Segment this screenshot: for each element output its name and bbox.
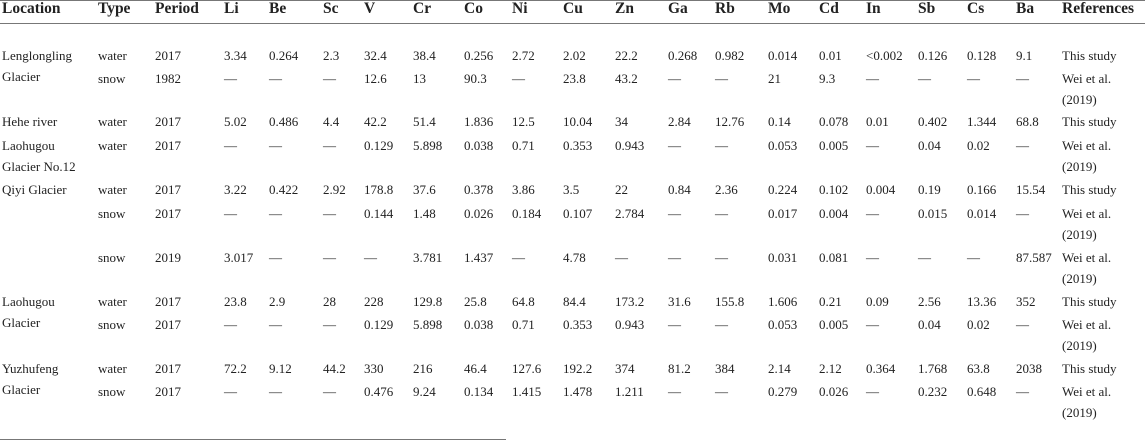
cell-mo: 0.017 xyxy=(768,206,798,221)
cell-reference: Wei et al. (2019) xyxy=(1062,384,1112,420)
cell-period: 2017 xyxy=(155,361,181,376)
cell-cu: 4.78 xyxy=(563,250,586,265)
column-header-sc: Sc xyxy=(323,0,339,17)
cell-cd: 0.078 xyxy=(819,114,849,129)
cell-location: Qiyi Glacier xyxy=(2,182,67,197)
cell-zn: 374 xyxy=(615,361,635,376)
cell-sb: — xyxy=(918,250,931,265)
cell-reference: Wei et al. (2019) xyxy=(1062,138,1112,174)
cell-zn: 43.2 xyxy=(615,71,638,86)
cell-v: — xyxy=(364,250,377,265)
cell-cu: 1.478 xyxy=(563,384,593,399)
cell-be: — xyxy=(269,138,282,153)
cell-ni: 3.86 xyxy=(512,182,535,197)
cell-rb: 12.76 xyxy=(715,114,745,129)
cell-li: 3.22 xyxy=(224,182,247,197)
cell-co: 0.256 xyxy=(464,48,494,63)
cell-ni: 1.415 xyxy=(512,384,542,399)
cell-zn: 34 xyxy=(615,114,628,129)
cell-ni: 0.184 xyxy=(512,206,542,221)
table-header-rule xyxy=(0,23,1145,24)
cell-cr: 37.6 xyxy=(413,182,436,197)
cell-cr: 51.4 xyxy=(413,114,436,129)
cell-location: Hehe river xyxy=(2,114,58,129)
cell-cr: 3.781 xyxy=(413,250,443,265)
cell-mo: 0.031 xyxy=(768,250,798,265)
cell-mo: 0.14 xyxy=(768,114,791,129)
cell-rb: — xyxy=(715,71,728,86)
cell-location: Laohugou Glacier No.12 xyxy=(2,138,76,174)
cell-cu: 3.5 xyxy=(563,182,580,197)
cell-sb: 0.402 xyxy=(918,114,948,129)
cell-li: 5.02 xyxy=(224,114,247,129)
cell-sc: — xyxy=(323,138,336,153)
column-header-type: Type xyxy=(98,0,131,17)
cell-be: 0.422 xyxy=(269,182,299,197)
cell-mo: 2.14 xyxy=(768,361,791,376)
cell-location: Laohugou Glacier xyxy=(2,294,55,330)
cell-reference: This study xyxy=(1062,182,1117,197)
cell-ga: 0.268 xyxy=(668,48,698,63)
cell-cd: 0.005 xyxy=(819,138,849,153)
cell-location: Lenglongling Glacier xyxy=(2,48,73,84)
cell-ba: 352 xyxy=(1016,294,1036,309)
cell-v: 228 xyxy=(364,294,384,309)
cell-rb: 0.982 xyxy=(715,48,745,63)
cell-v: 42.2 xyxy=(364,114,387,129)
cell-period: 2017 xyxy=(155,384,181,399)
cell-ba: — xyxy=(1016,71,1029,86)
cell-rb: 155.8 xyxy=(715,294,745,309)
cell-be: — xyxy=(269,71,282,86)
cell-sc: — xyxy=(323,206,336,221)
cell-rb: — xyxy=(715,384,728,399)
cell-ni: 64.8 xyxy=(512,294,535,309)
column-header-ba: Ba xyxy=(1016,0,1035,17)
cell-period: 2017 xyxy=(155,317,181,332)
cell-li: — xyxy=(224,384,237,399)
cell-sc: 4.4 xyxy=(323,114,340,129)
cell-in: — xyxy=(866,138,879,153)
cell-ba: 9.1 xyxy=(1016,48,1033,63)
cell-ba: — xyxy=(1016,384,1029,399)
cell-cs: 0.128 xyxy=(967,48,997,63)
column-header-location: Location xyxy=(2,0,61,17)
cell-ga: 0.84 xyxy=(668,182,691,197)
cell-reference: Wei et al. (2019) xyxy=(1062,71,1112,107)
cell-cr: 1.48 xyxy=(413,206,436,221)
cell-ni: 0.71 xyxy=(512,138,535,153)
cell-ba: — xyxy=(1016,317,1029,332)
column-header-be: Be xyxy=(269,0,287,17)
cell-be: 0.486 xyxy=(269,114,299,129)
cell-cu: 0.353 xyxy=(563,317,593,332)
cell-co: 0.038 xyxy=(464,317,494,332)
cell-period: 2017 xyxy=(155,206,181,221)
column-header-li: Li xyxy=(224,0,239,17)
cell-cd: 2.12 xyxy=(819,361,842,376)
cell-sb: 0.04 xyxy=(918,138,941,153)
cell-zn: 22 xyxy=(615,182,628,197)
cell-cs: 0.02 xyxy=(967,317,990,332)
cell-cs: — xyxy=(967,250,980,265)
cell-ni: 12.5 xyxy=(512,114,535,129)
cell-ba: 87.587 xyxy=(1016,250,1052,265)
cell-cu: 2.02 xyxy=(563,48,586,63)
cell-v: 0.144 xyxy=(364,206,394,221)
cell-co: 90.3 xyxy=(464,71,487,86)
cell-mo: 0.279 xyxy=(768,384,798,399)
cell-ni: 2.72 xyxy=(512,48,535,63)
cell-ga: — xyxy=(668,71,681,86)
cell-cu: 84.4 xyxy=(563,294,586,309)
cell-mo: 0.014 xyxy=(768,48,798,63)
cell-type: water xyxy=(98,361,127,376)
cell-period: 2017 xyxy=(155,114,181,129)
cell-period: 1982 xyxy=(155,71,181,86)
cell-cs: 0.166 xyxy=(967,182,997,197)
cell-be: 2.9 xyxy=(269,294,286,309)
column-header-in: In xyxy=(866,0,881,17)
cell-ga: 31.6 xyxy=(668,294,691,309)
cell-type: water xyxy=(98,48,127,63)
cell-ni: 127.6 xyxy=(512,361,542,376)
cell-type: snow xyxy=(98,384,126,399)
cell-in: 0.004 xyxy=(866,182,896,197)
cell-in: — xyxy=(866,206,879,221)
cell-co: 1.836 xyxy=(464,114,494,129)
cell-reference: This study xyxy=(1062,294,1117,309)
cell-type: snow xyxy=(98,71,126,86)
cell-type: water xyxy=(98,182,127,197)
cell-rb: 384 xyxy=(715,361,735,376)
cell-cd: 0.026 xyxy=(819,384,849,399)
cell-cs: 0.648 xyxy=(967,384,997,399)
cell-in: 0.09 xyxy=(866,294,889,309)
cell-in: — xyxy=(866,250,879,265)
cell-co: 46.4 xyxy=(464,361,487,376)
cell-sc: 44.2 xyxy=(323,361,346,376)
cell-co: 0.378 xyxy=(464,182,494,197)
cell-reference: Wei et al. (2019) xyxy=(1062,250,1112,286)
cell-zn: 2.784 xyxy=(615,206,645,221)
column-header-co: Co xyxy=(464,0,483,17)
cell-rb: 2.36 xyxy=(715,182,738,197)
column-header-ni: Ni xyxy=(512,0,528,17)
cell-period: 2017 xyxy=(155,182,181,197)
cell-ga: — xyxy=(668,317,681,332)
cell-ga: 2.84 xyxy=(668,114,691,129)
cell-mo: 21 xyxy=(768,71,781,86)
cell-type: water xyxy=(98,114,127,129)
column-header-sb: Sb xyxy=(918,0,936,17)
cell-ga: — xyxy=(668,384,681,399)
cell-ba: 15.54 xyxy=(1016,182,1046,197)
cell-cs: 13.36 xyxy=(967,294,997,309)
cell-v: 12.6 xyxy=(364,71,387,86)
cell-mo: 0.053 xyxy=(768,317,798,332)
cell-be: — xyxy=(269,206,282,221)
cell-be: — xyxy=(269,250,282,265)
cell-location: Yuzhufeng Glacier xyxy=(2,361,59,397)
cell-period: 2017 xyxy=(155,138,181,153)
cell-co: 25.8 xyxy=(464,294,487,309)
cell-li: — xyxy=(224,317,237,332)
cell-ni: — xyxy=(512,250,525,265)
cell-cd: 0.081 xyxy=(819,250,849,265)
cell-mo: 0.053 xyxy=(768,138,798,153)
cell-cd: 9.3 xyxy=(819,71,836,86)
column-header-zn: Zn xyxy=(615,0,634,17)
column-header-cu: Cu xyxy=(563,0,583,17)
cell-cu: 192.2 xyxy=(563,361,593,376)
cell-co: 1.437 xyxy=(464,250,494,265)
cell-type: snow xyxy=(98,317,126,332)
cell-cr: 38.4 xyxy=(413,48,436,63)
column-header-cd: Cd xyxy=(819,0,839,17)
cell-in: — xyxy=(866,71,879,86)
cell-li: — xyxy=(224,138,237,153)
cell-cr: 216 xyxy=(413,361,433,376)
cell-cu: 23.8 xyxy=(563,71,586,86)
cell-cs: — xyxy=(967,71,980,86)
cell-co: 0.134 xyxy=(464,384,494,399)
cell-li: 23.8 xyxy=(224,294,247,309)
cell-type: snow xyxy=(98,206,126,221)
cell-zn: — xyxy=(615,250,628,265)
cell-cu: 0.107 xyxy=(563,206,593,221)
cell-cs: 0.02 xyxy=(967,138,990,153)
cell-rb: — xyxy=(715,317,728,332)
column-header-period: Period xyxy=(155,0,199,17)
column-header-cs: Cs xyxy=(967,0,985,17)
cell-sc: — xyxy=(323,384,336,399)
cell-reference: Wei et al. (2019) xyxy=(1062,317,1112,353)
cell-reference: This study xyxy=(1062,114,1117,129)
cell-v: 0.476 xyxy=(364,384,394,399)
cell-in: 0.01 xyxy=(866,114,889,129)
cell-cd: 0.004 xyxy=(819,206,849,221)
cell-mo: 1.606 xyxy=(768,294,798,309)
cell-sb: 1.768 xyxy=(918,361,948,376)
table-bottom-rule xyxy=(0,439,506,440)
cell-zn: 1.211 xyxy=(615,384,644,399)
cell-zn: 173.2 xyxy=(615,294,645,309)
cell-period: 2019 xyxy=(155,250,181,265)
cell-be: — xyxy=(269,384,282,399)
cell-ga: — xyxy=(668,206,681,221)
cell-sb: 0.04 xyxy=(918,317,941,332)
cell-in: — xyxy=(866,384,879,399)
cell-ba: 2038 xyxy=(1016,361,1042,376)
cell-period: 2017 xyxy=(155,294,181,309)
cell-period: 2017 xyxy=(155,48,181,63)
column-header-v: V xyxy=(364,0,376,17)
cell-zn: 0.943 xyxy=(615,138,645,153)
cell-v: 0.129 xyxy=(364,317,394,332)
column-header-mo: Mo xyxy=(768,0,791,17)
cell-v: 32.4 xyxy=(364,48,387,63)
cell-cr: 5.898 xyxy=(413,317,443,332)
cell-ni: — xyxy=(512,71,525,86)
cell-li: 3.017 xyxy=(224,250,254,265)
cell-v: 330 xyxy=(364,361,384,376)
cell-sc: — xyxy=(323,71,336,86)
cell-reference: This study xyxy=(1062,361,1117,376)
column-header-ga: Ga xyxy=(668,0,688,17)
cell-cd: 0.005 xyxy=(819,317,849,332)
cell-be: 9.12 xyxy=(269,361,292,376)
cell-sb: 0.126 xyxy=(918,48,948,63)
cell-type: water xyxy=(98,138,127,153)
cell-cd: 0.01 xyxy=(819,48,842,63)
cell-co: 0.038 xyxy=(464,138,494,153)
cell-cd: 0.102 xyxy=(819,182,849,197)
cell-type: water xyxy=(98,294,127,309)
cell-sc: 28 xyxy=(323,294,336,309)
cell-sc: 2.92 xyxy=(323,182,346,197)
cell-li: — xyxy=(224,206,237,221)
cell-cs: 0.014 xyxy=(967,206,997,221)
cell-cr: 129.8 xyxy=(413,294,443,309)
cell-cs: 63.8 xyxy=(967,361,990,376)
cell-sb: 2.56 xyxy=(918,294,941,309)
cell-sc: — xyxy=(323,317,336,332)
cell-sb: 0.19 xyxy=(918,182,941,197)
column-header-cr: Cr xyxy=(413,0,432,17)
cell-v: 178.8 xyxy=(364,182,394,197)
cell-cr: 5.898 xyxy=(413,138,443,153)
cell-ga: — xyxy=(668,138,681,153)
cell-ba: — xyxy=(1016,138,1029,153)
cell-sc: — xyxy=(323,250,336,265)
cell-sc: 2.3 xyxy=(323,48,340,63)
cell-reference: Wei et al. (2019) xyxy=(1062,206,1112,242)
cell-li: 3.34 xyxy=(224,48,247,63)
cell-cu: 10.04 xyxy=(563,114,593,129)
cell-cu: 0.353 xyxy=(563,138,593,153)
cell-sb: — xyxy=(918,71,931,86)
cell-ga: 81.2 xyxy=(668,361,691,376)
column-header-rb: Rb xyxy=(715,0,735,17)
cell-zn: 0.943 xyxy=(615,317,645,332)
cell-rb: — xyxy=(715,138,728,153)
cell-v: 0.129 xyxy=(364,138,394,153)
cell-li: — xyxy=(224,71,237,86)
cell-zn: 22.2 xyxy=(615,48,638,63)
cell-ga: — xyxy=(668,250,681,265)
cell-in: <0.002 xyxy=(866,48,903,63)
cell-rb: — xyxy=(715,250,728,265)
cell-sb: 0.232 xyxy=(918,384,948,399)
cell-be: — xyxy=(269,317,282,332)
cell-rb: — xyxy=(715,206,728,221)
cell-cr: 9.24 xyxy=(413,384,436,399)
cell-cd: 0.21 xyxy=(819,294,842,309)
cell-cr: 13 xyxy=(413,71,426,86)
cell-sb: 0.015 xyxy=(918,206,948,221)
cell-li: 72.2 xyxy=(224,361,247,376)
cell-reference: This study xyxy=(1062,48,1117,63)
cell-in: 0.364 xyxy=(866,361,896,376)
cell-ni: 0.71 xyxy=(512,317,535,332)
cell-in: — xyxy=(866,317,879,332)
cell-type: snow xyxy=(98,250,126,265)
cell-ba: 68.8 xyxy=(1016,114,1039,129)
cell-mo: 0.224 xyxy=(768,182,798,197)
cell-be: 0.264 xyxy=(269,48,299,63)
cell-co: 0.026 xyxy=(464,206,494,221)
column-header-references: References xyxy=(1062,0,1135,17)
cell-ba: — xyxy=(1016,206,1029,221)
cell-cs: 1.344 xyxy=(967,114,997,129)
